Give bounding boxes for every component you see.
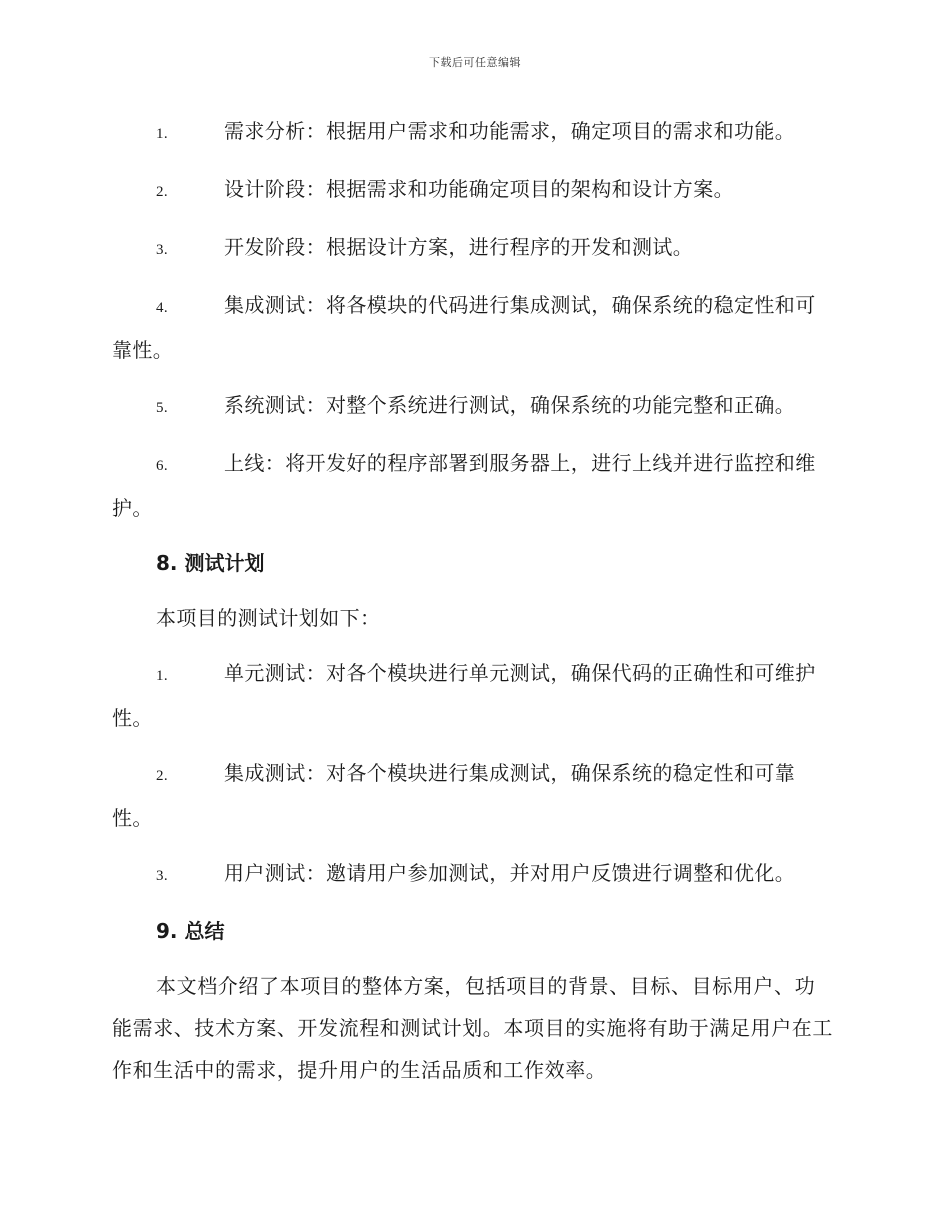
- list-number: 3.: [156, 242, 169, 258]
- list-item-text: 上线：将开发好的程序部署到服务器上，进行上线并进行监控和维护。: [112, 451, 816, 520]
- list-item-text: 用户测试：邀请用户参加测试，并对用户反馈进行调整和优化。: [224, 861, 796, 885]
- summary-paragraph: 本文档介绍了本项目的整体方案，包括项目的背景、目标、目标用户、功能需求、技术方案、开发流程和测试计划。本项目的实施将有助于满足用户在工作和生活中的需求，提升用户的生活品质和工作效率。: [112, 974, 833, 1082]
- section-heading-test-plan: 8. 测试计划: [156, 551, 265, 575]
- list-item-text: 需求分析：根据用户需求和功能需求，确定项目的需求和功能。: [224, 119, 796, 143]
- list-item: [112, 284, 834, 371]
- list-number: 2.: [156, 184, 169, 200]
- list-item: [112, 168, 834, 213]
- list-item: [112, 752, 834, 839]
- test-plan-intro: 本项目的测试计划如下：: [156, 606, 381, 630]
- section-heading-summary: 9. 总结: [156, 919, 225, 943]
- list-number: 2.: [156, 768, 169, 784]
- list-item: [112, 652, 834, 739]
- list-item: [112, 110, 834, 155]
- list-item: [112, 852, 834, 897]
- list-item: [112, 442, 834, 529]
- list-number: 1.: [156, 126, 169, 142]
- list-number: 1.: [156, 668, 169, 684]
- list-number: 4.: [156, 300, 169, 316]
- list-item: [112, 384, 834, 429]
- list-item-text: 集成测试：对各个模块进行集成测试，确保系统的稳定性和可靠性。: [112, 761, 796, 830]
- list-number: 6.: [156, 458, 169, 474]
- list-item: [112, 226, 834, 271]
- list-item-text: 系统测试：对整个系统进行测试，确保系统的功能完整和正确。: [224, 393, 796, 417]
- list-number: 3.: [156, 868, 169, 884]
- list-item-text: 单元测试：对各个模块进行单元测试，确保代码的正确性和可维护性。: [112, 661, 816, 730]
- list-item-text: 设计阶段：根据需求和功能确定项目的架构和设计方案。: [224, 177, 734, 201]
- page-header: 下载后可任意编辑: [429, 56, 521, 69]
- list-number: 5.: [156, 400, 169, 416]
- document-body: [112, 110, 834, 1091]
- list-item-text: 开发阶段：根据设计方案，进行程序的开发和测试。: [224, 235, 694, 259]
- list-item-text: 集成测试：将各模块的代码进行集成测试，确保系统的稳定性和可靠性。: [112, 293, 816, 362]
